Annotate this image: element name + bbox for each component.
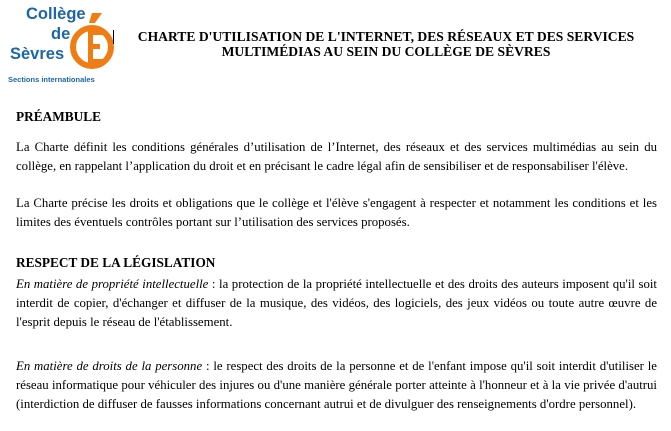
preambule-paragraph-2: La Charte précise les droits et obligations que le collège et l'élève s'engagent à respecter et notamment les conditions et les limites des éventuels contrôles portant sur l’utilisation des services proposés. xyxy=(16,196,657,229)
legislation-paragraph-2-text: : le respect des droits de la personne et de l'enfant impose qu'il soit interdit d'utiliser le réseau informatique pour véhiculer des injures ou d'une manière générale porter atteinte à l'honneur et à la vie privée d'autrui (interdiction de diffuser de fausses informations concernant autrui et de divulguer des renseignements d'ordre personnel). xyxy=(16,359,657,411)
legislation-paragraph-1-text: : la protection de la propriété intellectuelle et des droits des auteurs imposent qu'il soit interdit de copier, d'échanger et diffuser de la musique, des vidéos, des logiciels, des jeux vidéos ou toute autre œuvre de l'esprit depuis le réseau de l'établissement. xyxy=(16,277,657,329)
legislation-paragraph-2 xyxy=(16,357,657,414)
section-heading-legislation: RESPECT DE LA LÉGISLATION xyxy=(16,255,216,270)
legislation-paragraph-1 xyxy=(16,275,657,332)
college-logo xyxy=(8,4,108,90)
legislation-paragraph-1-lead: En matière de propriété intellectuelle xyxy=(16,277,209,291)
title-line-2: MULTIMÉDIAS AU SEIN DU COLLÈGE DE SÈVRES xyxy=(221,44,551,59)
logo-text-de: de xyxy=(51,25,71,43)
logo-text-college: Collège xyxy=(26,5,86,23)
legislation-paragraph-2-lead: En matière de droits de la personne xyxy=(16,359,203,373)
logo-text-sevres: Sèvres xyxy=(10,45,65,63)
logo-subtitle: Sections internationales xyxy=(8,75,95,84)
preambule-paragraph-1: La Charte définit les conditions générales d’utilisation de l’Internet, des réseaux et des services multimédias au sein du collège, en rappelant l’application du droit et en précisant le cadre légal afin de sensibiliser et de responsabiliser l'élève. xyxy=(16,140,657,173)
title-line-1: CHARTE D'UTILISATION DE L'INTERNET, DES RÉSEAUX ET DES SERVICES xyxy=(137,29,635,44)
document-title xyxy=(112,29,660,59)
section-heading-preambule: PRÉAMBULE xyxy=(16,109,101,124)
